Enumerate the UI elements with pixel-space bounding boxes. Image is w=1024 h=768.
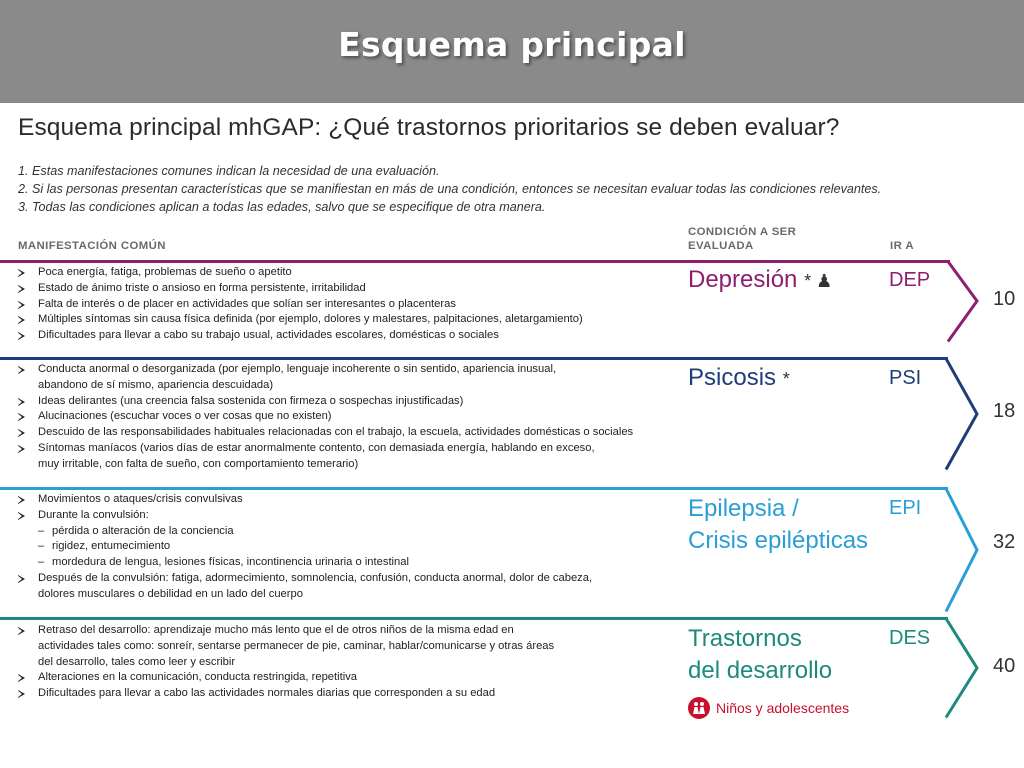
- condition-desarrollo: [688, 623, 832, 687]
- sub-item-text: pérdida o alteración de la conciencia: [52, 524, 234, 537]
- section-divider-depresion: [0, 260, 950, 263]
- age-badge: [688, 697, 849, 719]
- bullet-arrow-icon: [18, 269, 25, 277]
- condition-markers: * ♟: [804, 271, 833, 291]
- column-header-go-to: IR A: [890, 240, 914, 252]
- section-divider-desarrollo: [0, 617, 948, 620]
- page-number-depresion: 10: [993, 288, 1016, 310]
- list-item: [18, 686, 554, 702]
- intro-notes: [18, 162, 881, 216]
- chevron-arrow-epilepsia: [945, 487, 987, 615]
- list-item-text: Retraso del desarrollo: aprendizaje mucho más lento que el de otros niños de la misma edad en: [38, 624, 514, 636]
- list-item-text: Síntomas maníacos (varios días de estar anormalmente contento, con demasiada energía, hablando en exceso,: [38, 441, 595, 454]
- page-number-desarrollo: 40: [993, 655, 1016, 677]
- condition-depresion: [688, 264, 832, 297]
- list-item-continuation: [18, 655, 554, 671]
- bullet-arrow-icon: [18, 285, 25, 293]
- slide-title: Esquema principal: [338, 25, 686, 64]
- manifestations-desarrollo: [18, 623, 554, 702]
- code-epilepsia: EPI: [889, 497, 922, 519]
- column-header-condition-line: EVALUADA: [688, 240, 754, 252]
- list-item: [18, 265, 583, 281]
- page-heading: Esquema principal mhGAP: ¿Qué trastornos prioritarios se deben evaluar?: [18, 114, 840, 141]
- intro-note: 2. Si las personas presentan características que se manifiestan en más de una condición, entonces se necesitan evaluar todas las condiciones relevantes.: [18, 182, 882, 196]
- condition-name: del desarrollo: [688, 657, 833, 684]
- page-number-psicosis: 18: [993, 400, 1016, 422]
- section-divider-epilepsia: [0, 487, 948, 490]
- list-item: [18, 281, 583, 297]
- list-item: [18, 362, 633, 378]
- chevron-arrow-depresion: [947, 260, 987, 344]
- list-item-text: Durante la convulsión:: [38, 508, 149, 521]
- list-item-text: Alucinaciones (escuchar voces o ver cosas que no existen): [38, 410, 332, 423]
- list-item-text: Dificultades para llevar a cabo las actividades normales diarias que corresponden a su edad: [38, 687, 496, 700]
- intro-note: 3. Todas las condiciones aplican a todas las edades, salvo que se especifique de otra manera.: [18, 200, 546, 214]
- condition-name: Epilepsia /: [688, 495, 799, 522]
- sub-item-text: mordedura de lengua, lesiones físicas, incontinencia urinaria o intestinal: [52, 556, 409, 569]
- sub-item-text: rigidez, entumecimiento: [52, 540, 171, 553]
- bullet-arrow-icon: [18, 512, 25, 520]
- list-item-text: actividades tales como: sonreír, sentarse permanecer de pie, caminar, hablar/comunicarse y otras áreas: [38, 639, 555, 652]
- list-item-text: dolores musculares o debilidad en un lado del cuerpo: [38, 587, 303, 600]
- bullet-arrow-icon: [18, 690, 25, 698]
- code-psicosis: PSI: [889, 367, 922, 389]
- list-item: [18, 492, 592, 508]
- chevron-arrow-psicosis: [945, 357, 987, 473]
- bullet-arrow-icon: [18, 674, 25, 682]
- age-badge-label: Niños y adolescentes: [716, 700, 850, 716]
- list-item-text: del desarrollo, tales como leer y escribir: [38, 655, 236, 668]
- sub-item: – rigidez, entumecimiento: [38, 540, 171, 553]
- slide-title-bar: [0, 0, 1024, 103]
- condition-psicosis: [688, 362, 790, 395]
- sub-item: – pérdida o alteración de la conciencia: [38, 524, 234, 537]
- bullet-arrow-icon: [18, 575, 25, 583]
- list-item: [18, 394, 633, 410]
- list-item-text: Falta de interés o de placer en actividades que solían ser interesantes o placenteras: [38, 297, 456, 310]
- chevron-arrow-desarrollo: [945, 617, 987, 721]
- section-divider-psicosis: [0, 357, 948, 360]
- bullet-arrow-icon: [18, 398, 25, 406]
- bullet-arrow-icon: [18, 366, 25, 374]
- list-item: [18, 409, 633, 425]
- list-item: [18, 328, 583, 344]
- bullet-arrow-icon: [18, 496, 25, 504]
- list-item: [18, 425, 633, 441]
- intro-note: 1. Estas manifestaciones comunes indican la necesidad de una evaluación.: [18, 164, 440, 178]
- bullet-arrow-icon: [18, 413, 25, 421]
- list-item-text: Dificultades para llevar a cabo su trabajo usual, actividades escolares, domésticas o sociales: [38, 329, 499, 342]
- manifestations-depresion: [18, 265, 583, 344]
- list-item-text: Después de la convulsión: fatiga, adormecimiento, somnolencia, confusión, conducta anormal, dolor de cabeza,: [38, 571, 593, 584]
- code-depresion: DEP: [889, 269, 931, 291]
- bullet-arrow-icon: [18, 316, 25, 324]
- condition-name: Trastornos: [688, 625, 802, 652]
- sub-item: – mordedura de lengua, lesiones físicas, incontinencia urinaria o intestinal: [38, 556, 409, 569]
- list-item-text: Conducta anormal o desorganizada (por ejemplo, lenguaje incoherente o sin sentido, apariencia inusual,: [38, 363, 557, 375]
- bullet-arrow-icon: [18, 301, 25, 309]
- column-header-condition-line: CONDICIÓN A SER: [688, 226, 797, 238]
- list-item: [18, 312, 583, 328]
- column-header-condition: [688, 225, 796, 253]
- list-item-text: abandono de sí mismo, apariencia descuidada): [38, 378, 274, 391]
- list-item-text: Estado de ánimo triste o ansioso en forma persistente, irritabilidad: [38, 281, 366, 294]
- list-item-continuation: [18, 639, 554, 655]
- children-icon: [688, 697, 710, 719]
- list-item-text: Descuido de las responsabilidades habituales relacionadas con el trabajo, la escuela, actividades domésticas o sociales: [38, 426, 634, 439]
- bullet-arrow-icon: [18, 445, 25, 453]
- list-item-text: Alteraciones en la comunicación, conducta restringida, repetitiva: [38, 671, 358, 684]
- manifestations-epilepsia: [18, 492, 592, 603]
- condition-markers: *: [782, 369, 790, 389]
- condition-name: Psicosis: [688, 364, 777, 391]
- bullet-arrow-icon: [18, 429, 25, 437]
- list-item-text: Movimientos o ataques/crisis convulsivas: [38, 493, 243, 505]
- manifestations-psicosis: [18, 362, 633, 473]
- list-item: [18, 441, 633, 457]
- list-item-text: Múltiples síntomas sin causa física definida (por ejemplo, dolores y malestares, palpitaciones, aletargamiento): [38, 313, 583, 326]
- list-item-continuation: [18, 378, 633, 394]
- list-item-continuation: [18, 457, 633, 473]
- condition-name: Crisis epilépticas: [688, 527, 869, 554]
- list-item: [18, 571, 592, 587]
- bullet-arrow-icon: [18, 627, 25, 635]
- code-desarrollo: DES: [889, 627, 931, 649]
- list-item-text: muy irritable, con falta de sueño, con comportamiento temerario): [38, 457, 359, 470]
- condition-name: Depresión: [688, 266, 798, 293]
- list-item: [18, 670, 554, 686]
- bullet-arrow-icon: [18, 332, 25, 340]
- column-header-manifestation: MANIFESTACIÓN COMÚN: [18, 240, 166, 252]
- list-item: [18, 297, 583, 313]
- list-item: [18, 623, 554, 639]
- condition-epilepsia: [688, 493, 868, 557]
- page-number-epilepsia: 32: [993, 531, 1016, 553]
- list-item-text: Poca energía, fatiga, problemas de sueño o apetito: [38, 266, 292, 278]
- list-item-continuation: [18, 587, 592, 603]
- list-item-text: Ideas delirantes (una creencia falsa sostenida con firmeza o sospechas injustificadas): [38, 394, 464, 407]
- list-item: [18, 508, 592, 524]
